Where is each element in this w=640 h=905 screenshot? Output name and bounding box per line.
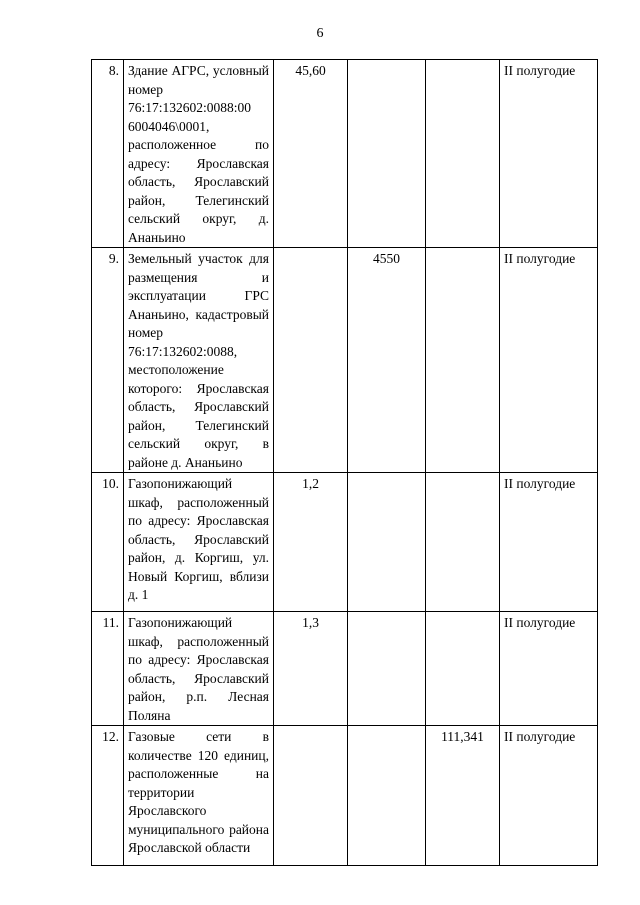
area-value: 1,2: [274, 473, 348, 612]
row-number: 12.: [92, 726, 124, 866]
table-row: [92, 473, 598, 612]
area-value: [274, 248, 348, 473]
area-value: 1,3: [274, 612, 348, 726]
property-table: [91, 59, 598, 866]
land-area-value: [348, 60, 426, 248]
period-cell: II полугодие: [500, 60, 598, 248]
length-value: [426, 60, 500, 248]
object-description: Газопонижающий шкаф, расположенный по адресу: Ярославская область, Ярославский район, р.п. Лесная Поляна: [124, 612, 274, 726]
land-area-value: 4550: [348, 248, 426, 473]
land-area-value: [348, 726, 426, 866]
length-value: [426, 248, 500, 473]
period-cell: II полугодие: [500, 248, 598, 473]
area-value: [274, 726, 348, 866]
object-description: Газопонижающий шкаф, расположенный по адресу: Ярославская область, Ярославский район, д. Коргиш, ул. Новый Коргиш, вблизи д. 1: [124, 473, 274, 612]
table-row: [92, 248, 598, 473]
page-number: 6: [316, 26, 324, 41]
object-description: Здание АГРС, условный номер 76:17:132602:0088:00 6004046\0001, расположенное по адресу: Ярославская область, Ярославский район, Телегинский сельский округ, д. Ананьино: [124, 60, 274, 248]
table-row: [92, 60, 598, 248]
object-description: Газовые сети в количестве 120 единиц, расположенные на территории Ярославского муниципального района Ярославской области: [124, 726, 274, 866]
period-cell: II полугодие: [500, 473, 598, 612]
row-number: 8.: [92, 60, 124, 248]
table-row: [92, 612, 598, 726]
area-value: 45,60: [274, 60, 348, 248]
row-number: 10.: [92, 473, 124, 612]
period-cell: II полугодие: [500, 612, 598, 726]
row-number: 11.: [92, 612, 124, 726]
land-area-value: [348, 473, 426, 612]
length-value: [426, 473, 500, 612]
length-value: [426, 612, 500, 726]
land-area-value: [348, 612, 426, 726]
table-row: [92, 726, 598, 866]
object-description: Земельный участок для размещения и эксплуатации ГРС Ананьино, кадастровый номер 76:17:132602:0088, местоположение которого: Ярославская область, Ярославский район, Телегинский сельский округ, в районе д. Ананьино: [124, 248, 274, 473]
length-value: 111,341: [426, 726, 500, 866]
period-cell: II полугодие: [500, 726, 598, 866]
row-number: 9.: [92, 248, 124, 473]
